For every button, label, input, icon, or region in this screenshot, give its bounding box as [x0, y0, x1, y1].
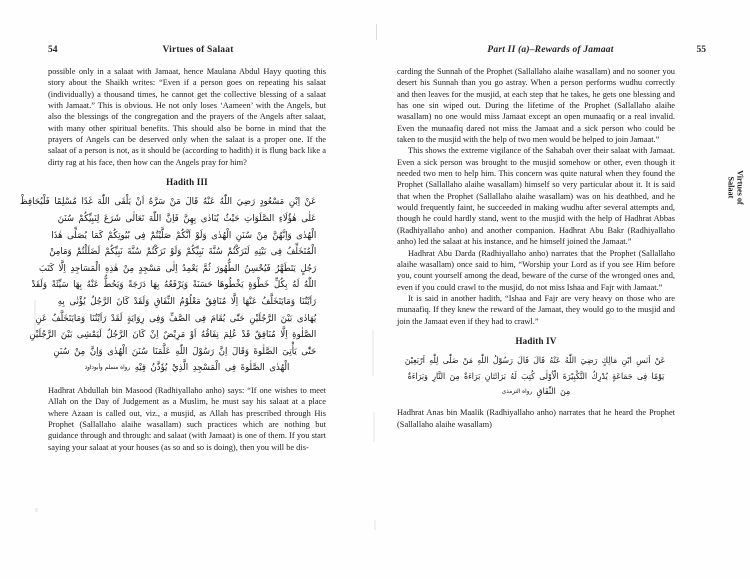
thumb-tab-line-1: Virtues of: [735, 169, 745, 205]
paragraph-translation: Hadhrat Abdullah bin Masood (Radhiyallaho anho) says: “If one wishes to meet Allah on the Day of Judgement as a Muslim, he must say his salaat at a place where Azaan is called out, viz., a musjid, as Allah has prescribed through His Prophet (Sallallaho alaihe wasallam) such practices which are nothing but guidance through and through: and salaat (with Jamaat) is one of them. If you start saying your salaat at your houses (as so and so is doing), then you will be dis-: [48, 385, 326, 452]
arabic-line: رَاَيْتُنَا وَمَايَتَخَلَّفُ عَنْهَا اِلَّا مُنَافِقٌ مَعْلُوْمُ النِّفَاقِ وَلَقَدْ كَانَ الرَّجُلُ يُؤْتٰى بِهِ: [57, 296, 317, 307]
arabic-line: عَلٰى هٰؤُلَاءِ الصَّلَوَاتِ حَيْثُ يُنَادٰى بِهِنَّ فَاِنَّ اللّٰهَ تَعَالٰى شَرَعَ لِنَبِيِّكُمْ سُنَنَ: [57, 213, 317, 225]
arabic-line-last: [58, 360, 317, 377]
page-number-left: 54: [48, 45, 58, 55]
paragraph: Hadhrat Abu Darda (Radhiyallaho anho) narrates that the Prophet (Sallallaho alaihe wasallam) once said to him, “Worship your Lord as if you see Him before you, count yourself among the dead, beware of the curse of the wronged ones and, even if you could crawl to the musjid, do not miss Ishaa and Fajr with Jamaat.”: [397, 248, 675, 292]
arabic-hadith-4: [397, 353, 675, 399]
thumb-tab-line-2: Salaat: [726, 176, 735, 198]
arabic-line: عَنْ اِبْنِ مَسْعُودٍ رَضِيَ اللّٰهُ عَنْهُ قَالَ مَنْ سَرَّهُ اَنْ يَلْقَى اللّٰهَ غَدًا مُسْلِمًا فَلْيُحَافِظْ: [19, 196, 317, 208]
arabic-line: اللّٰهُ لَهُ بِكُلِّ خَطْوَةٍ يَخْطُوهَا حَسَنَةً وَيَرْفَعُهُ بِهَا دَرَجَةً وَيَحُطُّ عَنْهُ بِهَا سَيِّئَةً وَلَقَدْ: [31, 279, 317, 291]
page-right: [375, 0, 750, 579]
running-head-left-title: Virtues of Salaat: [162, 45, 234, 55]
column-left-body: [19, 66, 326, 453]
arabic-line: الْمُتَخَلِّفُ فِى بَيْتِهِ لَتَرَكْتُمْ سُنَّةَ نَبِيِّكُمْ وَلَوْ تَرَكْتُمْ سُنَّةَ نَبِيِّكُمْ لَضَلَلْتُمْ وَمَامِنْ: [49, 246, 317, 258]
arabic-line: عَنْ اَنَسِ ابْنِ مَالِكٍ رَضِيَ اللّٰهُ عَنْهُ قَالَ قَالَ رَسُوْلُ اللّٰهِ مَنْ صَلّٰى لِلّٰهِ اَرْبَعِيْنَ: [404, 355, 666, 366]
paragraph-translation: Hadhrat Anas bin Maalik (Radhiyallaho anho) narrates that he heard the Prophet (Sallallaho alaihe wasallam): [397, 408, 675, 429]
arabic-line: حَتّٰى يَأْتِىَ الصَّلٰوةَ وَقَالَ اِنَّ رَسُوْلَ اللّٰهِ عَلَّمَنَا سُنَنَ الْهُدٰى وَاِنَّ مِنْ سُنَنِ: [53, 345, 317, 357]
paragraph: possible only in a salaat with Jamaat, hence Maulana Abdul Hayy quoting this story about the Shaikh writes: “Even if a person goes on repeating his salaat (individually) a thousand times, he cannot get the collective blessing of a salaat with Jamaat.” This is obvious. He not only loses ‘Aameen’ with the Angels, but also the blessings of the congregation and the prayers of the Angels after salaat, with many other spiritual benefits. This should also be borne in mind that the prayers of Angels can be deserved only when the salaat is a proper one. If the salaat of a person is not, as it should be (according to hadith) it is flung back like a dirty rag at his face, then how can the Angels pray for him?: [48, 67, 326, 167]
paragraph: This shows the extreme vigilance of the Sahabah over their salaat with Jamaat. Even a sick person was brought to the musjid somehow or other, even though it needed two men to help him. This concern was quite natural when they found the Prophet (Sallallaho alaihe wasallam) himself so very particular about it. It is said that when the Prophet (Sallallaho alaihe wasallam) was on his deathbed, and he would frequently faint, he succeeded in making wudhu after several attempts and, though he could hardly stand, went to the musjid with the help of Hadhrat Abbas (Radhiyallaho anho) and another companion. Hadhrat Abu Bakr (Radhiyallaho anho) led the salaat at his instance, and he himself joined the Jamaat.”: [397, 146, 675, 247]
arabic-line: يَوْمًا فِى جَمَاعَةٍ يُدْرِكُ التَّكْبِيْرَةَ الْاُوْلٰى كُتِبَ لَهُ بَرَائَتَانِ بَرَاءَةٌ مِنَ النَّارِ وَبَرَاءَةٌ: [407, 370, 665, 381]
running-head-right-title: Part II (a)–Rewards of Jamaat: [487, 45, 614, 55]
arabic-line-text: الْهُدٰى الصَّلٰوةَ فِى الْمَسْجِدِ الَّذِيْ يُؤَذَّنُ فِيْهِ: [134, 362, 290, 374]
page-number-right: 55: [696, 45, 706, 55]
running-head-left: [48, 45, 348, 59]
running-head-right: [393, 45, 708, 59]
thumb-index-tab-label: [726, 170, 745, 205]
hadith-heading-4: Hadith IV: [515, 335, 557, 346]
column-right-body: [397, 66, 675, 430]
thumb-index-tab: [722, 128, 748, 246]
arabic-line: يُهَادٰى بَيْنَ الرَّجُلَيْنِ حَتّٰى يُقَامَ فِى الصَّفِّ وَفِى رِوَايَةٍ لَقَدْ رَاَيْتُنَا وَمَايَتَخَلَّفُ عَنِ: [35, 312, 317, 324]
arabic-line: رَجُلٍ يَتَطَهَّرُ فَيُحْسِنُ الطُّهُورَ ثُمَّ يَعْمِدُ اِلٰى مَسْجِدٍ مِنْ هٰذِهِ الْمَسَاجِدِ اِلَّا كَتَبَ: [39, 262, 317, 274]
arabic-line-text: مِنَ النِّفَاقِ: [536, 386, 571, 397]
arabic-line-last: [407, 384, 666, 399]
arabic-hadith-3: [19, 194, 326, 377]
paragraph: It is said in another hadith, “Ishaa and Fajr are very heavy on those who are munaafiq. If they knew the reward of the Jamaat, they would go to the musjid and join the Jamaat even if they had to crawl.”: [397, 293, 675, 326]
paragraph: carding the Sunnah of the Prophet (Sallallaho alaihe wasallam) and no sooner you desert his Sunnah than you go astray. When a person performs wudhu correctly and then leaves for the musjid, at each step that he takes, he gets one blessing and has one sin wiped out. During the lifetime of the Prophet (Sallallaho alaihe wasallam) no one would miss Jamaat except an open munaafiq or a real invalid. Even the munaafiq dared not miss the Jamaat and a sick person who could be taken to the musjid with the help of two men would be helped to join Jamaat.”: [397, 67, 675, 145]
arabic-source-attribution: رواه مسلم وأبوداود: [84, 364, 131, 372]
arabic-source-attribution: رواه الترمذى: [501, 388, 533, 396]
arabic-line: الصَّلٰوةِ اِلَّا مُنَافِقٌ قَدْ عُلِمَ نِفَاقُهُ اَوْ مَرِيْضٌ اِنْ كَانَ الرَّجُلُ لَيَمْشِى بَيْنَ الرَّجُلَيْنِ: [29, 329, 317, 341]
arabic-line: الْهُدٰى وَاِنَّهُنَّ مِنْ سُنَنِ الْهُدٰى وَلَوْ اَنَّكُمْ صَلَّيْتُمْ فِى بُيُوتِكُمْ كَمَا يُصَلِّى هٰذَا: [51, 229, 317, 241]
hadith-heading-3: Hadith III: [166, 177, 208, 188]
